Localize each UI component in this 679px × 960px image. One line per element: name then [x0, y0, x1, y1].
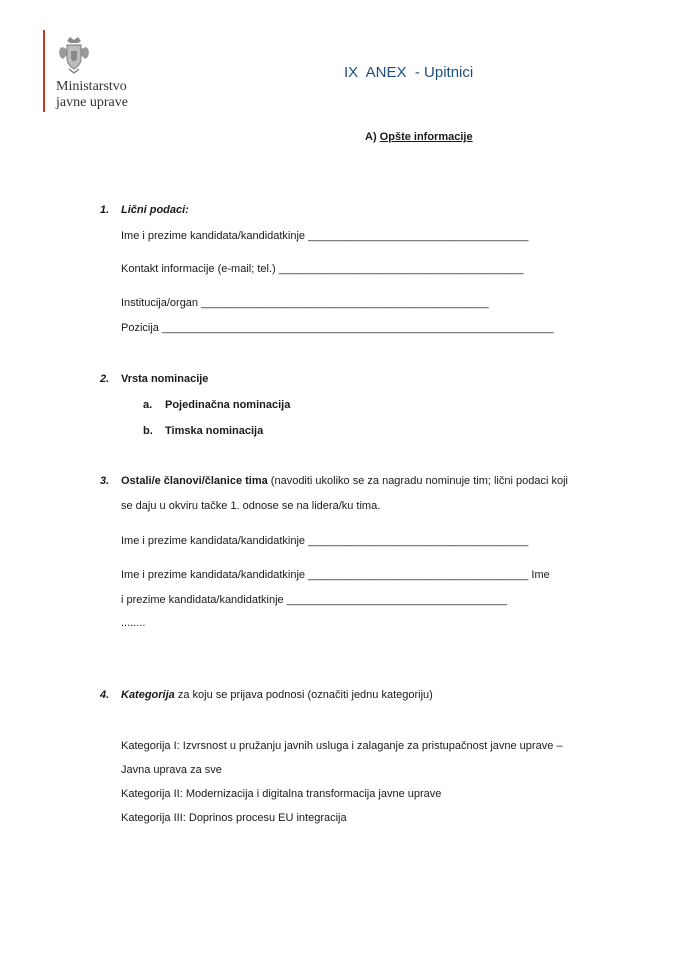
category-1-continuation[interactable]: Javna uprava za sve	[121, 764, 222, 776]
section-3-note-line1: (navoditi ukoliko se za nagradu nominuje tim; lični podaci koji	[270, 475, 568, 487]
option-team-nomination[interactable]: Timska nominacija	[165, 425, 264, 437]
field-position[interactable]: Pozicija ________________________________________________________________	[121, 322, 554, 334]
field-institution[interactable]: Institucija/organ _______________________________________________	[121, 297, 489, 309]
section-heading	[365, 131, 473, 143]
option-individual-nomination[interactable]: Pojedinačna nominacija	[165, 399, 291, 411]
org-name-line2: javne uprave	[56, 95, 128, 110]
section-3-number: 3.	[100, 475, 110, 487]
section-2-number: 2.	[100, 373, 110, 385]
category-2[interactable]: Kategorija II: Modernizacija i digitalna transformacija javne uprave	[121, 788, 442, 800]
section-3-note-line2: se daju u okviru tačke 1. odnose se na lidera/ku tima.	[121, 500, 381, 512]
field-team-member-2[interactable]: Ime i prezime kandidata/kandidatkinje ____________________________________ Ime	[121, 569, 550, 581]
coat-of-arms-icon	[55, 35, 93, 75]
org-name-line1: Ministarstvo	[56, 79, 127, 94]
section-2-heading: Vrsta nominacije	[121, 373, 209, 385]
category-3[interactable]: Kategorija III: Doprinos procesu EU integracija	[121, 812, 347, 824]
field-candidate-name[interactable]: Ime i prezime kandidata/kandidatkinje ____________________________________	[121, 230, 529, 242]
section-4-heading-rest: za koju se prijava podnosi (označiti jednu kategoriju)	[174, 689, 433, 701]
section-prefix: A)	[365, 131, 377, 143]
header-accent-bar	[43, 30, 45, 112]
document-title: IX ANEX - Upitnici	[344, 64, 474, 81]
organization-name	[56, 79, 128, 111]
field-team-member-1[interactable]: Ime i prezime kandidata/kandidatkinje ____________________________________	[121, 535, 529, 547]
section-3-intro	[121, 475, 568, 487]
section-4-number: 4.	[100, 689, 110, 701]
ellipsis: ........	[121, 617, 146, 629]
section-1-number: 1.	[100, 204, 110, 216]
section-3-heading: Ostali/e članovi/članice tima	[121, 475, 268, 487]
field-contact-info[interactable]: Kontakt informacije (e-mail; tel.) ________________________________________	[121, 263, 524, 275]
category-1[interactable]: Kategorija I: Izvrsnost u pružanju javnih usluga i zalaganje za pristupačnost javne uprave –	[121, 740, 563, 752]
option-b-letter: b.	[143, 425, 153, 437]
section-title: Opšte informacije	[379, 131, 473, 143]
section-4-heading-line	[121, 689, 433, 701]
option-a-letter: a.	[143, 399, 153, 411]
section-4-heading: Kategorija	[121, 689, 175, 701]
section-1-heading: Lični podaci:	[121, 204, 189, 216]
field-team-member-3[interactable]: i prezime kandidata/kandidatkinje ____________________________________	[121, 594, 507, 606]
